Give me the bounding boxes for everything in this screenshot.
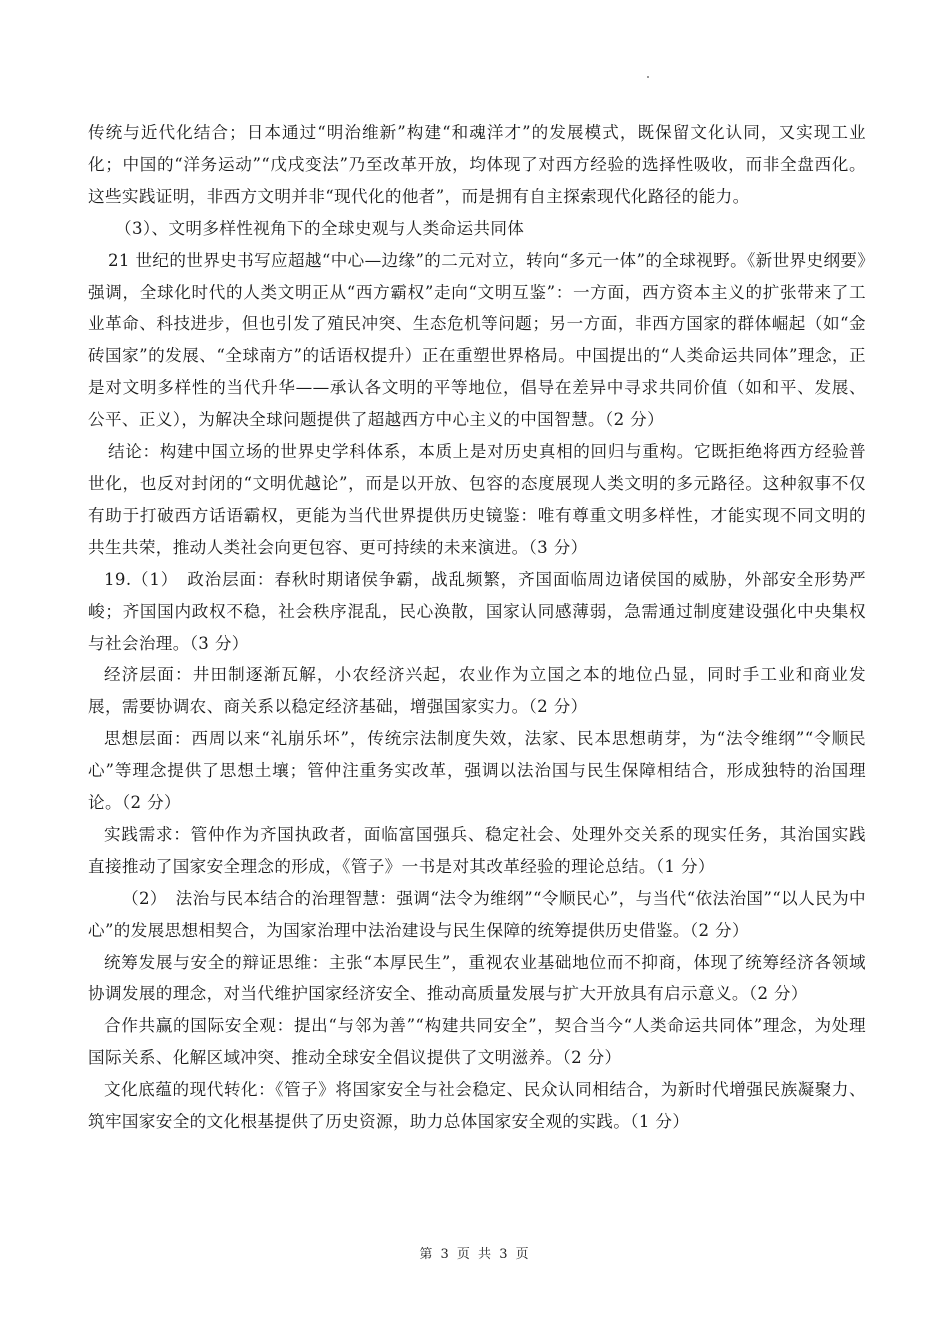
paragraph-q19-thought: 思想层面：西周以来“礼崩乐坏”，传统宗法制度失效，法家、民本思想萌芽，为“法令维纲”“令顺民心”等理念提供了思想土壤；管仲注重务实改革，强调以法治国与民生保障相结合，形成独特的治国理论。（2 分）: [88, 729, 866, 813]
paragraph-q19-2-international-security: 合作共赢的国际安全观：提出“与邻为善”“构建共同安全”，契合当今“人类命运共同体”理念，为处理国际关系、化解区域冲突、推动全球安全倡议提供了文明滋养。（2 分）: [88, 1016, 866, 1068]
paragraph-q19-2-cultural-heritage: 文化底蕴的现代转化：《管子》将国家安全与社会稳定、民众认同相结合，为新时代增强民族凝聚力、筑牢国家安全的文化根基提供了历史资源，助力总体国家安全观的实践。（1 分）: [88, 1080, 866, 1132]
paragraph-q19-2-development-security: 统筹发展与安全的辩证思维：主张“本厚民生”，重视农业基础地位而不抑商，体现了统筹经济各领域协调发展的理念，对当代维护国家经济安全、推动高质量发展与扩大开放具有启示意义。（2 分）: [88, 952, 866, 1004]
section-heading-3: （3）、文明多样性视角下的全球史观与人类命运共同体: [115, 218, 525, 238]
scan-speck: [647, 76, 649, 78]
paragraph-q19-2-rule-of-law: （2） 法治与民本结合的治理智慧：强调“法令为维纲”“令顺民心”，与当代“依法治国”“以人民为中心”的发展思想相契合，为国家治理中法治建设与民生保障的统筹提供历史借鉴。（2 分）: [88, 888, 866, 940]
paragraph-q19-political: 19.（1） 政治层面：春秋时期诸侯争霸，战乱频繁，齐国面临周边诸侯国的威胁，外部安全形势严峻；齐国国内政权不稳，社会秩序混乱，民心涣散，国家认同感薄弱，急需通过制度建设强化中央集权与社会治理。（3 分）: [88, 569, 866, 653]
paragraph-modernization-paths: 传统与近代化结合；日本通过“明治维新”构建“和魂洋才”的发展模式，既保留文化认同，又实现工业化；中国的“洋务运动”“戊戌变法”乃至改革开放，均体现了对西方经验的选择性吸收，而非全盘西化。这些实践证明，非西方文明并非“现代化的他者”，而是拥有自主探索现代化路径的能力。: [88, 123, 866, 206]
page-body: [88, 117, 866, 1138]
paragraph-conclusion: 结论：构建中国立场的世界史学科体系，本质上是对历史真相的回归与重构。它既拒绝将西方经验普世化，也反对封闭的“文明优越论”，而是以开放、包容的态度展现人类文明的多元路径。这种叙事不仅有助于打破西方话语霸权，更能为当代世界提供历史镜鉴：唯有尊重文明多样性，才能实现不同文明的共生共荣，推动人类社会向更包容、更可持续的未来演进。（3 分）: [88, 442, 866, 557]
paragraph-q19-practice: 实践需求：管仲作为齐国执政者，面临富国强兵、稳定社会、处理外交关系的现实任务，其治国实践直接推动了国家安全理念的形成，《管子》一书是对其改革经验的理论总结。（1 分）: [88, 824, 866, 876]
paragraph-global-history: 21 世纪的世界史书写应超越“中心—边缘”的二元对立，转向“多元一体”的全球视野。《新世界史纲要》强调，全球化时代的人类文明正从“西方霸权”走向“文明互鉴”：一方面，西方资本主义的扩张带来了工业革命、科技进步，但也引发了殖民冲突、生态危机等问题；另一方面，非西方国家的群体崛起（如“金砖国家”的发展、“全球南方”的话语权提升）正在重塑世界格局。中国提出的“人类命运共同体”理念，正是对文明多样性的当代升华——承认各文明的平等地位，倡导在差异中寻求共同价值（如和平、发展、公平、正义），为解决全球问题提供了超越西方中心主义的中国智慧。（2 分）: [88, 250, 866, 430]
paragraph-q19-economic: 经济层面：井田制逐渐瓦解，小农经济兴起，农业作为立国之本的地位凸显，同时手工业和商业发展，需要协调农、商关系以稳定经济基础，增强国家实力。（2 分）: [88, 665, 866, 717]
page-footer: 第 3 页 共 3 页: [419, 1247, 531, 1262]
